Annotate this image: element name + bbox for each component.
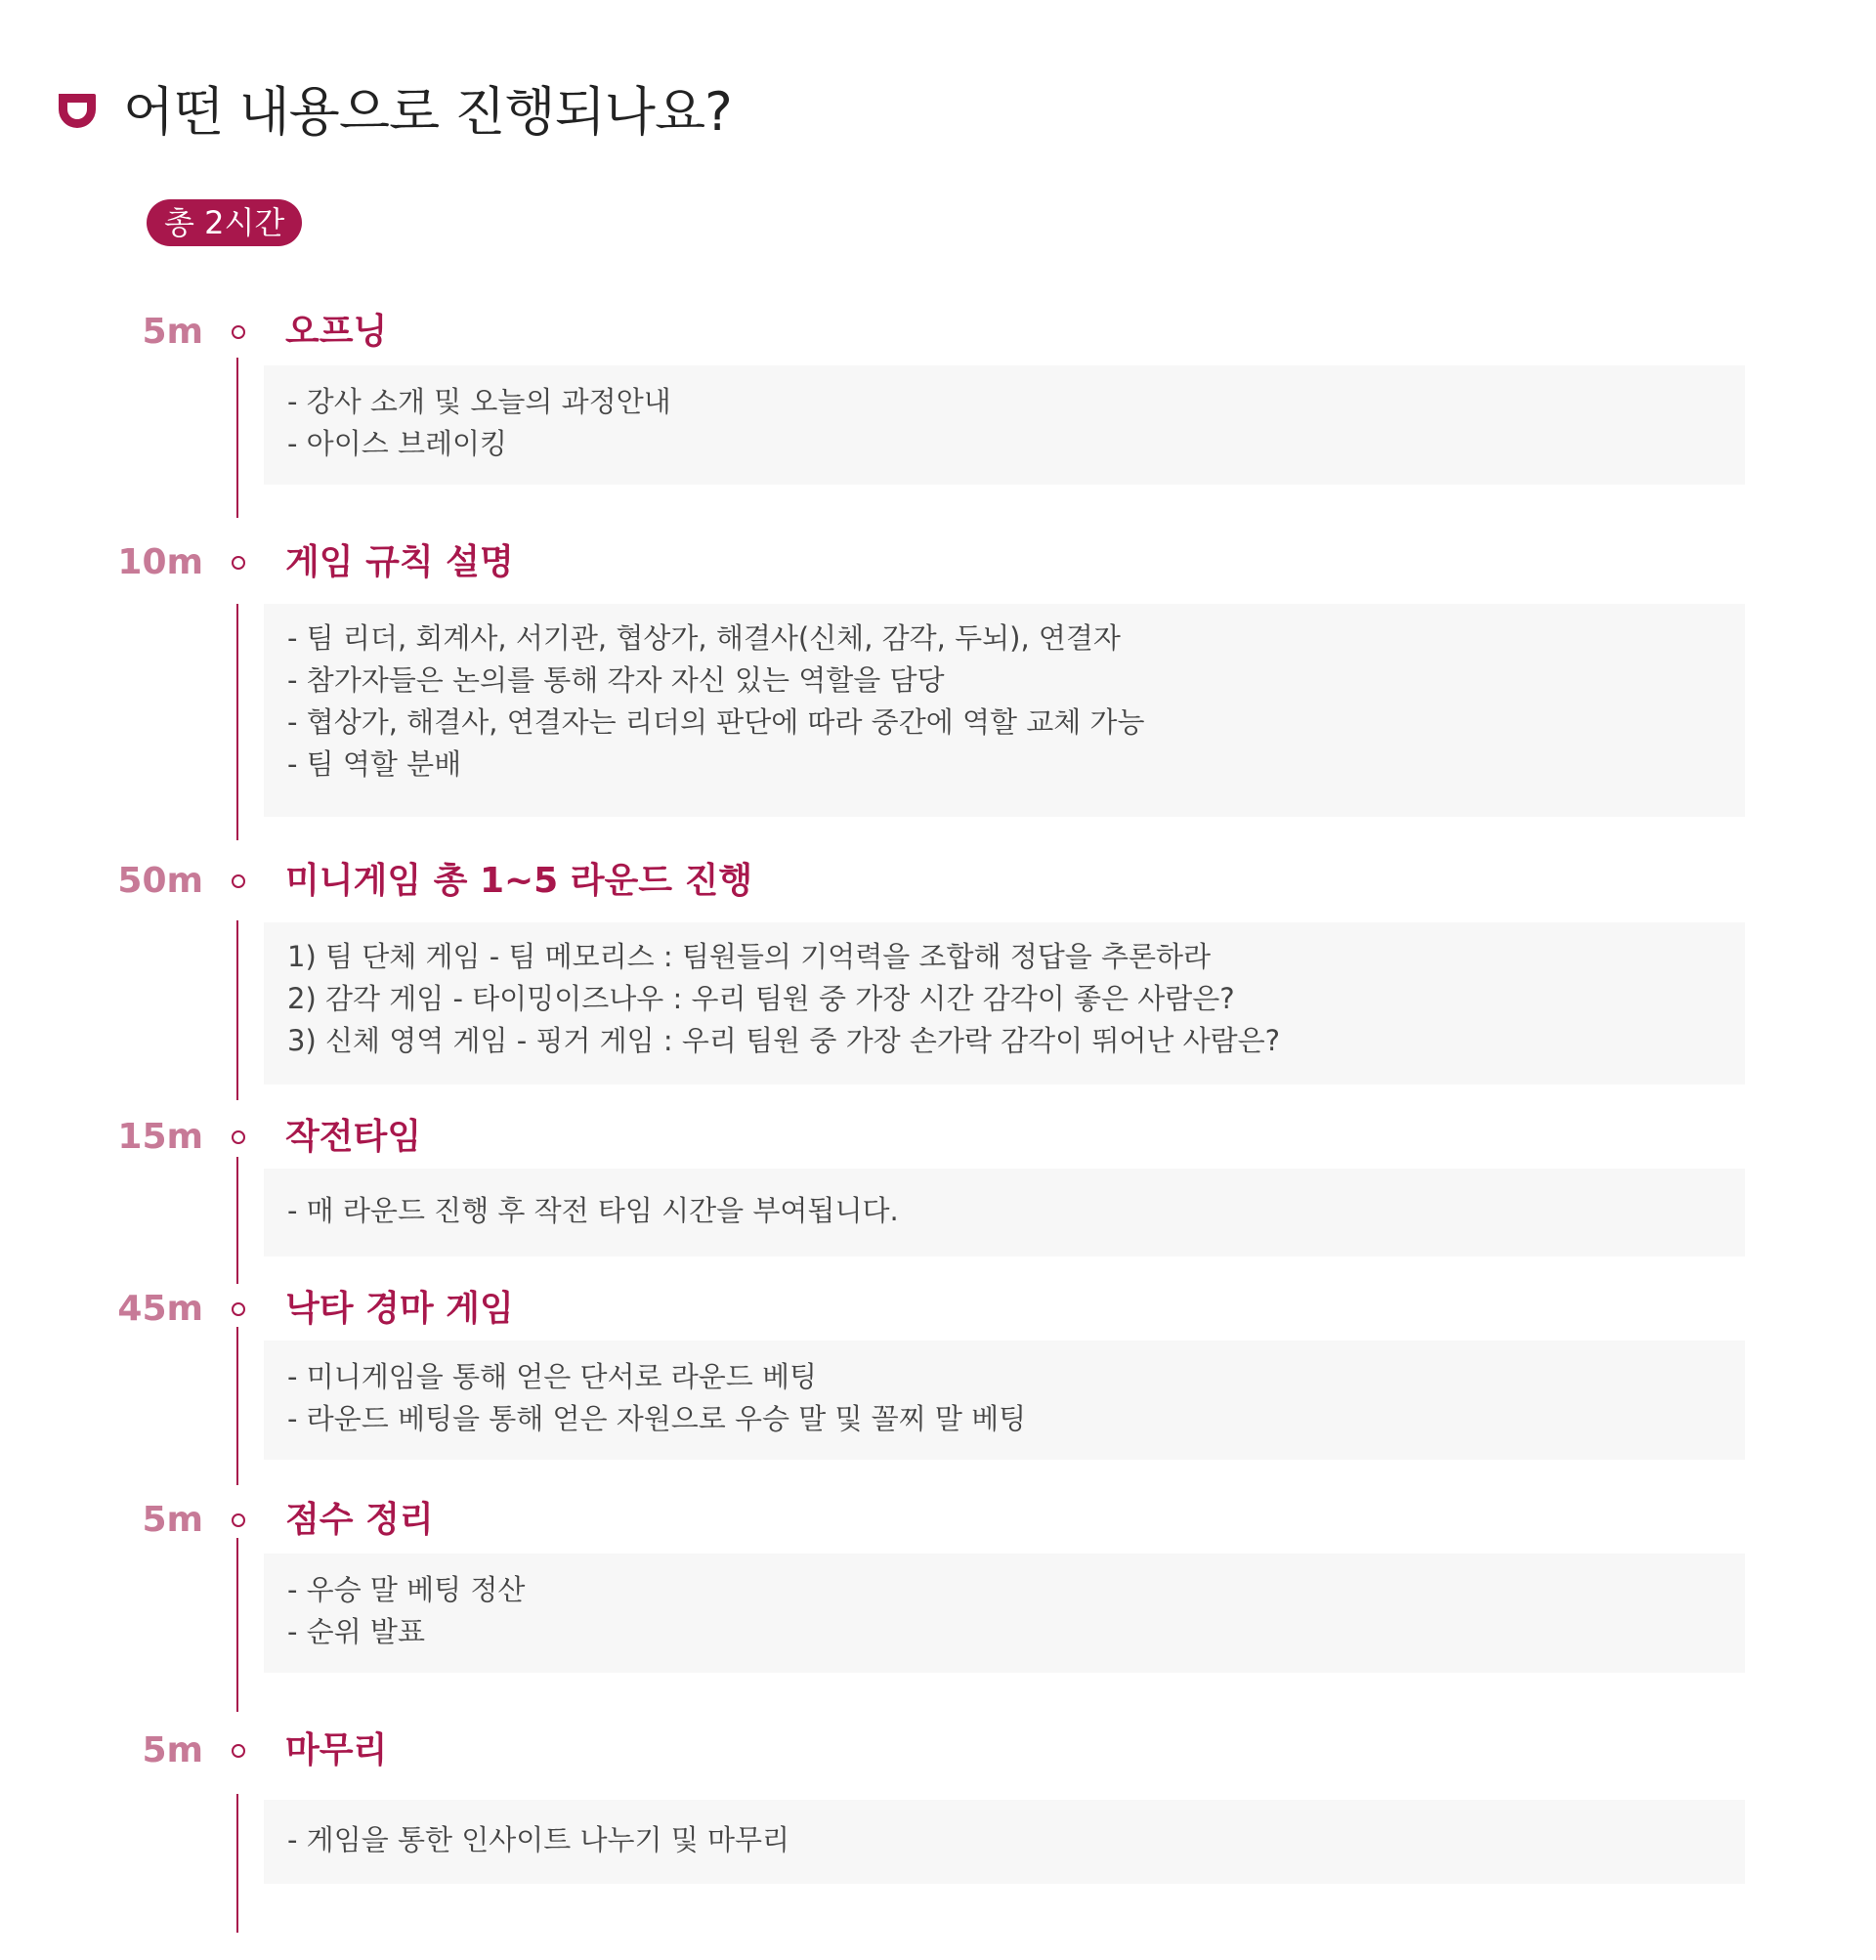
timeline-dot-icon: [232, 325, 245, 339]
duration-label: 15m: [117, 1117, 203, 1157]
timeline-line: [236, 920, 238, 1100]
content-line: - 팀 리더, 회계사, 서기관, 협상가, 해결사(신체, 감각, 두뇌), 연결자: [287, 621, 1121, 655]
section-title: 미니게임 총 1~5 라운드 진행: [285, 861, 753, 901]
timeline-line: [236, 358, 238, 518]
duration-label: 5m: [142, 1500, 203, 1540]
timeline-dot-icon: [232, 874, 245, 888]
timeline-dot-icon: [232, 1513, 245, 1527]
section-title: 작전타임: [285, 1117, 422, 1157]
content-line: - 게임을 통한 인사이트 나누기 및 마무리: [287, 1823, 789, 1856]
timeline-dot-icon: [232, 1130, 245, 1144]
content-line: - 우승 말 베팅 정산: [287, 1573, 526, 1606]
timeline-line: [236, 1327, 238, 1485]
timeline-line: [236, 1157, 238, 1284]
timeline-dot-icon: [232, 1302, 245, 1316]
section-title: 오프닝: [285, 312, 388, 352]
duration-label: 10m: [117, 542, 203, 582]
section-title: 게임 규칙 설명: [285, 542, 514, 582]
content-line: - 팀 역할 분배: [287, 747, 462, 781]
section-title: 점수 정리: [285, 1500, 434, 1540]
content-line: - 참가자들은 논의를 통해 각자 자신 있는 역할을 담당: [287, 663, 945, 697]
section-content: [264, 1554, 1745, 1673]
content-line: - 순위 발표: [287, 1615, 425, 1648]
content-line: - 미니게임을 통해 얻은 단서로 라운드 베팅: [287, 1360, 818, 1393]
content-line: 2) 감각 게임 - 타이밍이즈나우 : 우리 팀원 중 가장 시간 감각이 좋은 사람은?: [287, 982, 1235, 1015]
content-line: - 협상가, 해결사, 연결자는 리더의 판단에 따라 중간에 역할 교체 가능: [287, 705, 1145, 739]
content-line: - 강사 소개 및 오늘의 과정안내: [287, 385, 671, 418]
section-title: 마무리: [285, 1730, 388, 1770]
content-line: 1) 팀 단체 게임 - 팀 메모리스 : 팀원들의 기억력을 조합해 정답을 추론하라: [287, 940, 1212, 973]
total-time-badge: 총 2시간: [147, 199, 302, 246]
duration-label: 5m: [142, 312, 203, 352]
duration-label: 45m: [117, 1289, 203, 1329]
timeline-line: [236, 1538, 238, 1712]
content-line: - 매 라운드 진행 후 작전 타임 시간을 부여됩니다.: [287, 1194, 899, 1227]
section-content: [264, 1341, 1745, 1460]
page-title: 어떤 내용으로 진행되나요?: [123, 81, 732, 143]
timeline-line: [236, 604, 238, 840]
timeline-dot-icon: [232, 1744, 245, 1758]
section-content: [264, 922, 1745, 1085]
duration-label: 5m: [142, 1730, 203, 1770]
content-line: 3) 신체 영역 게임 - 핑거 게임 : 우리 팀원 중 가장 손가락 감각이 뛰어난 사람은?: [287, 1024, 1281, 1057]
timeline-dot-icon: [232, 556, 245, 570]
content-line: - 라운드 베팅을 통해 얻은 자원으로 우승 말 및 꼴찌 말 베팅: [287, 1402, 1027, 1435]
duration-label: 50m: [117, 861, 203, 901]
section-content: [264, 1800, 1745, 1884]
section-content: [264, 604, 1745, 817]
content-line: - 아이스 브레이킹: [287, 427, 507, 460]
section-title: 낙타 경마 게임: [285, 1289, 514, 1329]
timeline-line: [236, 1794, 238, 1933]
section-content: [264, 365, 1745, 485]
section-content: [264, 1169, 1745, 1257]
